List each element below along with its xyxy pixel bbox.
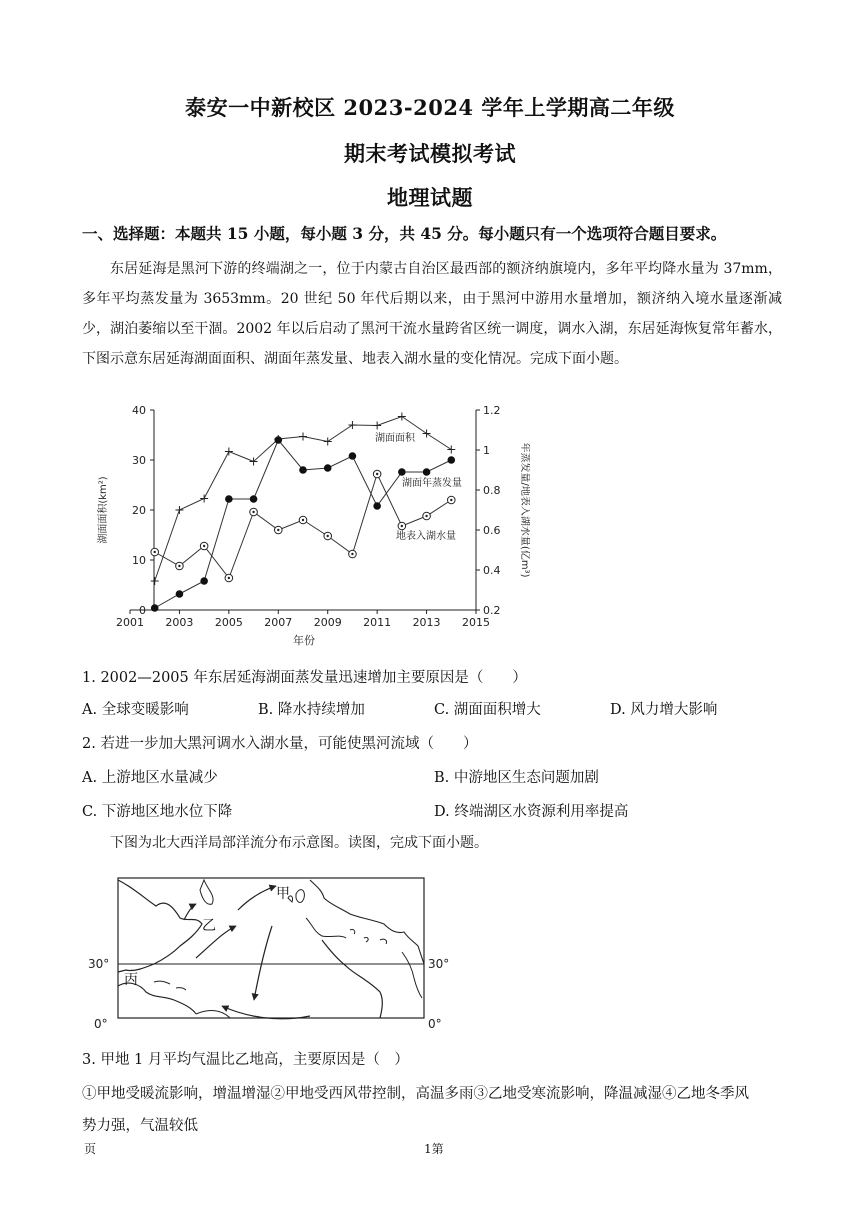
data-point-open [349,550,357,558]
question-1-option-b[interactable]: B. 降水持续增加 [258,702,365,718]
north-atlantic-drift-arrow [238,886,276,910]
africa-coast [322,940,382,1018]
x-tick-label: 2005 [214,616,243,629]
question-1-stem: 1. 2002—2005 年东居延海湖面蒸发量迅速增加主要原因是（ ） [82,670,527,686]
map-label-yi: 乙 [202,918,216,934]
right-tick-label: 0.6 [483,524,501,537]
left-tick-label: 0 [139,604,146,617]
data-point-filled [151,604,159,612]
question-3-options-line2: 势力强，气温较低 [82,1118,198,1134]
data-point-plus [151,577,159,585]
chart-lines [155,417,452,609]
right-tick-label: 0.4 [483,564,501,577]
data-point-plus [299,433,307,441]
right-tick-label: 0.8 [483,484,501,497]
exam-title-line2: 期末考试模拟考试 [344,141,516,166]
lake-chart [90,398,530,652]
data-point-filled [250,495,258,503]
equatorial-current-arrow [222,1006,310,1019]
south-america-coast [196,1011,230,1018]
data-point-plus [423,430,431,438]
data-point-open [225,574,233,582]
question-3-options-line1: ①甲地受暖流影响，增温增湿②甲地受西风带控制，高温多雨③乙地受寒流影响，降温减湿④乙地冬季风 [82,1086,749,1102]
x-tick-label: 2009 [313,616,342,629]
mediterranean-islands [350,929,387,944]
passage-2: 下图为北大西洋局部洋流分布示意图。读图，完成下面小题。 [110,835,488,851]
data-point-filled [373,502,381,510]
x-tick-label: 2013 [412,616,441,629]
right-tick-label: 1.2 [483,404,501,417]
data-point-open [398,522,406,530]
map-label-bing: 丙 [124,972,138,988]
x-tick-label: 2007 [264,616,293,629]
data-point-open [447,496,455,504]
data-point-open [299,516,307,524]
right-tick-label: 1 [483,444,490,457]
north-america-coast [118,880,202,972]
map-svg [84,868,464,1038]
question-1-option-c[interactable]: C. 湖面面积增大 [434,702,541,718]
question-3-stem: 3. 甲地 1 月平均气温比乙地高，主要原因是（ ） [82,1052,409,1068]
data-point-plus [225,448,233,456]
iberia-coast [306,918,346,938]
arabia-coast [402,952,422,998]
data-point-filled [274,436,282,444]
data-point-filled [398,468,406,476]
data-point-plus [447,446,455,454]
data-point-plus [324,438,332,446]
right-tick-label: 0.2 [483,604,501,617]
data-point-filled [349,452,357,460]
passage-1: 东居延海是黑河下游的终端湖之一，位于内蒙古自治区最西部的额济纳旗境内，多年平均降水量为 37mm，多年平均蒸发量为 3653mm。20 世纪 50 年代后期以来，由于黑河中游用水量增加，额济纳入境水量逐渐减少，湖泊萎缩以至干涸。2002 年以后启动了黑河干流水量跨省区统一调度，调水入湖，东居延海恢复常年蓄水，下图示意东居延海湖面面积、湖面年蒸发量、地表入湖水量的变化情况。完成下面小题。 [82,261,782,367]
latitude-30-left: 30° [88,957,110,971]
atlantic-current-map [84,868,464,1042]
section-heading: 一、选择题：本题共 15 小题，每小题 3 分，共 45 分。每小题只有一个选项符合题目要求。 [82,224,727,243]
data-point-open [274,526,282,534]
data-point-plus [398,413,406,421]
data-point-filled [299,466,307,474]
series-label-evaporation: 湖面年蒸发量 [402,478,462,489]
x-tick-label: 2011 [363,616,392,629]
footer-page-left: 页 [84,1142,97,1156]
data-point-filled [324,464,332,472]
map-label-jia: 甲 [276,886,290,902]
data-point-plus [373,422,381,430]
left-tick-label: 40 [132,404,146,417]
exam-title-line1: 泰安一中新校区 2023-2024 学年上学期高二年级 [185,95,675,120]
x-tick-label: 2001 [116,616,144,629]
question-1-option-a[interactable]: A. 全球变暖影响 [82,702,189,718]
latitude-0-right: 0° [428,1017,442,1031]
question-2-option-d[interactable]: D. 终端湖区水资源利用率提高 [434,804,629,820]
data-point-open [373,470,381,478]
series-label-inflow: 地表入湖水量 [396,531,456,542]
caribbean-islands [154,981,186,990]
data-point-plus [175,506,183,514]
data-point-filled [225,495,233,503]
x-tick-label: 2003 [165,616,194,629]
latitude-0-left: 0° [94,1017,108,1031]
left-tick-label: 10 [132,554,146,567]
question-2-option-c[interactable]: C. 下游地区地水位下降 [82,804,233,820]
british-isles [288,890,304,903]
lake-chart-svg [90,398,530,648]
left-axis-label: 湖面面积(km²) [98,476,109,544]
greenland-coast [200,880,213,904]
data-point-plus [348,421,356,429]
exam-title-line3: 地理试题 [387,185,473,210]
canary-current-arrow [254,926,272,1000]
series-line-2 [155,474,452,578]
question-1-option-d[interactable]: D. 风力增大影响 [610,702,718,718]
left-tick-label: 30 [132,454,146,467]
series-label-lake-area: 湖面面积 [375,433,415,444]
data-point-open [423,512,431,520]
data-point-plus [200,495,208,503]
footer-page-number: 1第 [424,1142,444,1156]
labrador-current-arrow [184,904,196,920]
data-point-filled [447,456,455,464]
question-2-option-a[interactable]: A. 上游地区水量减少 [82,770,218,786]
data-point-open [324,532,332,540]
x-tick-label: 2015 [462,616,490,629]
data-point-filled [176,590,184,598]
question-2-stem: 2. 若进一步加大黑河调水入湖水量，可能使黑河流域（ ） [82,736,478,752]
right-axis-label: 年蒸发量/地表入湖水量(亿m³) [519,442,530,578]
x-axis-label: 年份 [293,634,315,647]
data-point-filled [423,468,431,476]
data-point-open [176,562,184,570]
data-point-filled [200,577,208,585]
question-2-option-b[interactable]: B. 中游地区生态问题加剧 [434,770,599,786]
latitude-30-right: 30° [428,957,450,971]
data-point-open [151,548,159,556]
data-point-open [250,508,258,516]
left-tick-label: 20 [132,504,146,517]
data-point-open [200,542,208,550]
europe-coast [310,880,424,964]
